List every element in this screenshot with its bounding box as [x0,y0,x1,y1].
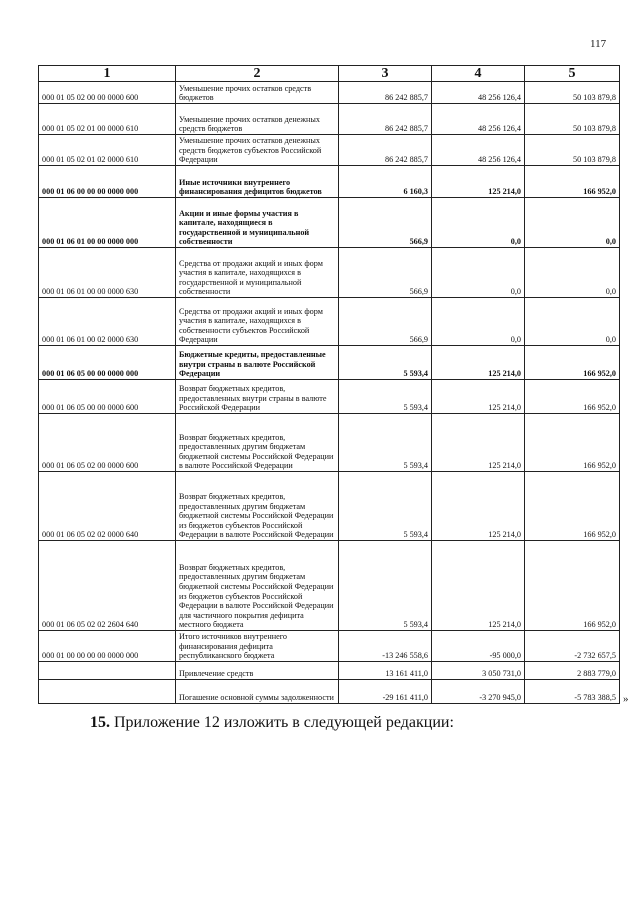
table-row [39,298,620,346]
row-name: Средства от продажи акций и иных форм участия в капитале, находящихся в государственной и муниципальной собственности [176,248,339,298]
row-code: 000 01 06 01 00 00 0000 000 [39,198,176,248]
table-row [39,472,620,541]
row-name: Акции и иные формы участия в капитале, находящиеся в государственной и муниципальной собственности [176,198,339,248]
column-header: 5 [525,66,620,82]
row-value-col4: 48 256 126,4 [432,104,525,135]
row-code: 000 01 06 05 02 02 0000 640 [39,472,176,541]
row-code: 000 01 06 05 00 00 0000 000 [39,346,176,380]
table-row [39,414,620,472]
row-code: 000 01 06 05 02 02 2604 640 [39,541,176,631]
column-header: 3 [339,66,432,82]
row-value-col4: 125 214,0 [432,346,525,380]
row-code: 000 01 06 05 00 00 0000 600 [39,380,176,414]
row-name: Возврат бюджетных кредитов, предоставленных другим бюджетам бюджетной системы Российской Федерации в валюте Российской Федерации [176,414,339,472]
row-name: Иные источники внутреннего финансирования дефицитов бюджетов [176,166,339,198]
table-row [39,541,620,631]
row-code: 000 01 06 05 02 00 0000 600 [39,414,176,472]
column-header: 2 [176,66,339,82]
table-row [39,346,620,380]
table-header-row [39,66,620,82]
row-value-col5: 0,0 [525,248,620,298]
row-code: 000 01 05 02 01 00 0000 610 [39,104,176,135]
table-row [39,380,620,414]
row-value-col3: 566,9 [339,248,432,298]
table-row [39,680,620,704]
row-name: Возврат бюджетных кредитов, предоставленных другим бюджетам бюджетной системы Российской Федерации из бюджетов субъектов Российской Федерации в валюте Российской Федерации для частичного покрытия дефицита местного бюджета [176,541,339,631]
row-code: 000 01 05 02 00 00 0000 600 [39,82,176,104]
row-value-col4: 125 214,0 [432,380,525,414]
row-value-col3: 86 242 885,7 [339,135,432,166]
row-value-col3: 86 242 885,7 [339,82,432,104]
row-code: 000 01 06 01 00 00 0000 630 [39,248,176,298]
row-code: 000 01 05 02 01 02 0000 610 [39,135,176,166]
row-value-col4: 3 050 731,0 [432,662,525,680]
row-value-col5: 50 103 879,8 [525,82,620,104]
instruction-paragraph [90,714,454,732]
row-value-col5: 166 952,0 [525,346,620,380]
page-number: 117 [590,38,607,50]
row-value-col4: 0,0 [432,298,525,346]
instruction-number: 15. [90,714,110,731]
row-value-col3: 86 242 885,7 [339,104,432,135]
row-name: Уменьшение прочих остатков денежных средств бюджетов [176,104,339,135]
row-value-col4: 48 256 126,4 [432,82,525,104]
row-code: 000 01 06 00 00 00 0000 000 [39,166,176,198]
table-row [39,104,620,135]
row-name: Погашение основной суммы задолженности [176,680,339,704]
budget-sources-table [38,65,620,704]
row-code [39,680,176,704]
row-name: Возврат бюджетных кредитов, предоставленных другим бюджетам бюджетной системы Российской Федерации из бюджетов субъектов Российской Федерации в валюте Российской Федерации [176,472,339,541]
row-value-col5: 2 883 779,0 [525,662,620,680]
row-value-col5: 166 952,0 [525,541,620,631]
row-name: Привлечение средств [176,662,339,680]
row-value-col3: 566,9 [339,298,432,346]
row-value-col4: -3 270 945,0 [432,680,525,704]
table-row [39,198,620,248]
table-row [39,166,620,198]
row-value-col3: 6 160,3 [339,166,432,198]
row-value-col3: 13 161 411,0 [339,662,432,680]
instruction-text: Приложение 12 изложить в следующей редакции: [110,714,454,731]
row-value-col3: 5 593,4 [339,472,432,541]
row-value-col5: -5 783 388,5 [525,680,620,704]
row-value-col4: 0,0 [432,248,525,298]
column-header: 4 [432,66,525,82]
table-row [39,82,620,104]
row-value-col3: 566,9 [339,198,432,248]
row-value-col3: 5 593,4 [339,541,432,631]
row-value-col4: 125 214,0 [432,472,525,541]
table-row [39,631,620,662]
row-value-col4: -95 000,0 [432,631,525,662]
closing-quote: » [623,693,629,705]
row-value-col5: 0,0 [525,298,620,346]
row-value-col4: 48 256 126,4 [432,135,525,166]
row-value-col3: 5 593,4 [339,380,432,414]
row-value-col5: -2 732 657,5 [525,631,620,662]
row-value-col5: 0,0 [525,198,620,248]
row-value-col5: 50 103 879,8 [525,135,620,166]
row-value-col3: 5 593,4 [339,346,432,380]
row-code: 000 01 06 01 00 02 0000 630 [39,298,176,346]
row-value-col5: 166 952,0 [525,414,620,472]
row-value-col4: 125 214,0 [432,414,525,472]
row-value-col3: -13 246 558,6 [339,631,432,662]
row-value-col3: -29 161 411,0 [339,680,432,704]
row-value-col4: 0,0 [432,198,525,248]
table-row [39,662,620,680]
row-value-col4: 125 214,0 [432,541,525,631]
row-value-col4: 125 214,0 [432,166,525,198]
row-value-col5: 50 103 879,8 [525,104,620,135]
row-value-col5: 166 952,0 [525,472,620,541]
row-name: Уменьшение прочих остатков денежных средств бюджетов субъектов Российской Федерации [176,135,339,166]
row-value-col5: 166 952,0 [525,380,620,414]
row-name: Возврат бюджетных кредитов, предоставленных внутри страны в валюте Российской Федерации [176,380,339,414]
row-code: 000 01 00 00 00 00 0000 000 [39,631,176,662]
row-value-col3: 5 593,4 [339,414,432,472]
table-row [39,248,620,298]
row-name: Итого источников внутреннего финансирования дефицита республиканского бюджета [176,631,339,662]
column-header: 1 [39,66,176,82]
row-name: Бюджетные кредиты, предоставленные внутри страны в валюте Российской Федерации [176,346,339,380]
row-code [39,662,176,680]
table-row [39,135,620,166]
row-value-col5: 166 952,0 [525,166,620,198]
row-name: Уменьшение прочих остатков средств бюджетов [176,82,339,104]
row-name: Средства от продажи акций и иных форм участия в капитале, находящихся в собственности субъектов Российской Федерации [176,298,339,346]
